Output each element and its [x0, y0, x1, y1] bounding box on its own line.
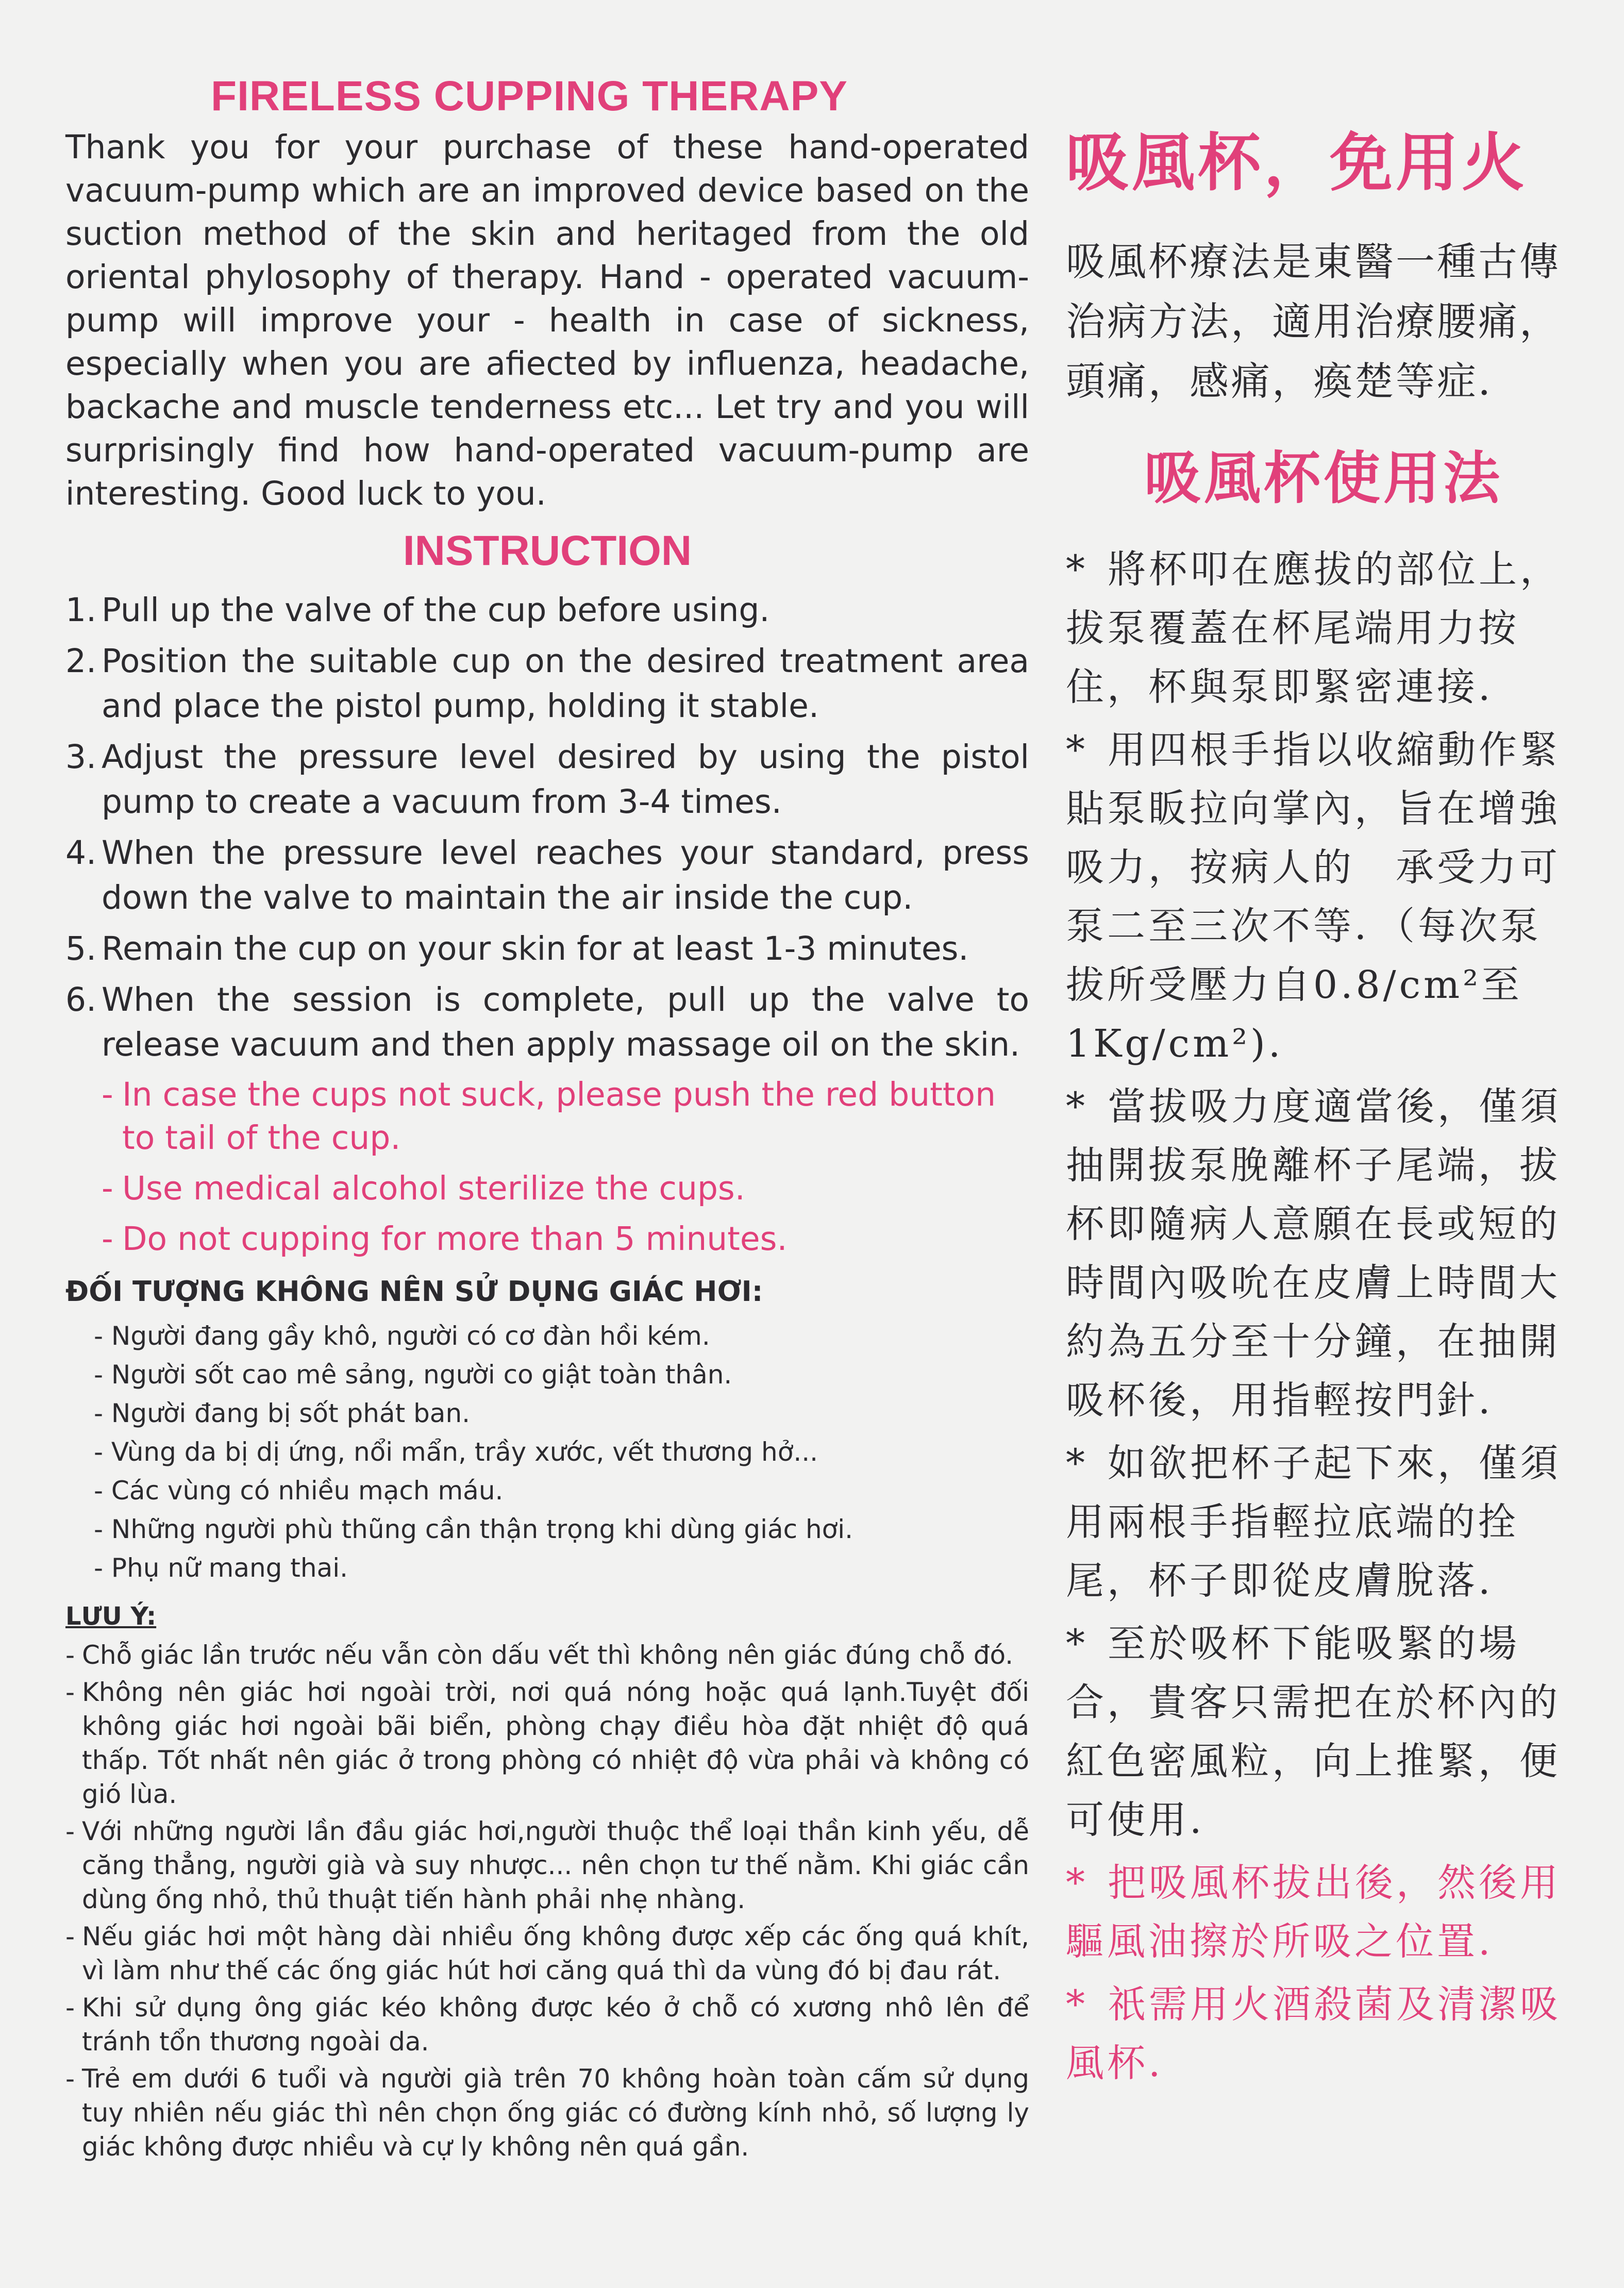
chinese-title: 吸風杯，免用火: [1066, 125, 1528, 199]
vietnamese-note: - Khi sử dụng ông giác kéo không được kéo ở chỗ có xương nhô lên để tránh tổn thương ngoài da.: [65, 1993, 1029, 2057]
english-vietnamese-column: [65, 72, 1029, 2167]
step-item: 1. Pull up the valve of the cup before using.: [65, 591, 770, 629]
vietnamese-note: - Trẻ em dưới 6 tuổi và người già trên 70 không hoàn toàn cấm sử dụng tuy nhiên nếu giác thì nên chọn ống giác có đường kính nhỏ, số lượng ly giác không được nhiều và cự ly không nên quá gần.: [65, 2064, 1029, 2162]
contraindication-item: - Vùng da bị dị ứng, nổi mẩn, trầy xước, vết thương hở...: [94, 1437, 818, 1467]
warning-note: - Use medical alcohol sterilize the cups.: [102, 1170, 745, 1207]
step-item: 5. Remain the cup on your skin for at least 1-3 minutes.: [65, 930, 969, 967]
chinese-usage-item: * 當拔吸力度適當後，僅須抽開拔泵脕離杯子尾端，拔杯即隨病人意願在長或短的時間內吸吮在皮膚上時間大約為五分至十分鐘，在抽開吸杯後，用指輕按門針.: [1066, 1084, 1561, 1423]
contraindication-item: - Phụ nữ mang thai.: [94, 1553, 348, 1583]
vietnamese-note: - Chỗ giác lần trước nếu vẫn còn dấu vết thì không nên giác đúng chỗ đó.: [65, 1640, 1014, 1670]
vietnamese-note: - Với những người lần đầu giác hơi,người thuộc thể loại thần kinh yếu, dễ căng thẳng, người già và suy nhược... nên chọn tư thế nằm. Khi giác cần dùng ống nhỏ, thủ thuật tiến hành phải nhẹ nhàng.: [65, 1816, 1029, 1914]
contraindication-item: - Người đang bị sốt phát ban.: [94, 1398, 471, 1428]
step-item: 4. When the pressure level reaches your standard, press down the valve to maintain the air inside the cup.: [65, 834, 1029, 916]
english-intro: Thank you for your purchase of these hand-operated vacuum-pump which are an improved device based on the suction method of the skin and heritaged from the old oriental phylosophy of therapy. Hand - operated vacuum-pump will improve your - health in case of sickness, especially when you are afiected by influenza, headache, backache and muscle tenderness etc... Let try and you will surprisingly find how hand-operated vacuum-pump are interesting. Good luck to you.: [65, 128, 1029, 512]
step-item: 6. When the session is complete, pull up the valve to release vacuum and then apply massage oil on the skin.: [65, 981, 1029, 1063]
note-heading: LƯU Ý:: [65, 1602, 157, 1631]
chinese-usage-item: * 將杯叩在應拔的部位上，拔泵覆蓋在杯尾端用力按住，杯與泵即緊密連接.: [1066, 547, 1561, 709]
chinese-usage-list: [1066, 540, 1581, 2093]
contraindication-item: - Người đang gầy khô, người có cơ đàn hồi kém.: [94, 1321, 710, 1351]
contraindication-item: - Người sốt cao mê sảng, người co giật toàn thân.: [94, 1360, 732, 1390]
vietnamese-heading: ĐỐI TƯỢNG KHÔNG NÊN SỬ DỤNG GIÁC HƠI:: [65, 1275, 763, 1308]
english-title: FIRELESS CUPPING THERAPY: [211, 73, 848, 120]
chinese-usage-item: * 至於吸杯下能吸緊的場合，貴客只需把在於杯內的紅色密風粒，向上推緊，便可使用.: [1066, 1622, 1561, 1842]
chinese-usage-item: * 用四根手指以收縮動作緊貼泵眅拉向掌內，旨在增強吸力，按病人的 承受力可泵二至三次不等．（每次泵拔所受壓力自0.8/cm²至1Kg/cm²).: [1066, 728, 1561, 1066]
chinese-usage-item: * 祇需用火酒殺菌及清潔吸風杯.: [1066, 1982, 1561, 2085]
contraindication-item: - Các vùng có nhiều mạch máu.: [94, 1476, 504, 1506]
instruction-title: INSTRUCTION: [403, 527, 692, 574]
contraindication-item: - Những người phù thũng cần thận trọng khi dùng giác hơi.: [94, 1514, 853, 1544]
chinese-usage-title: 吸風杯使用法: [1144, 445, 1503, 511]
step-item: 2. Position the suitable cup on the desired treatment area and place the pistol pump, holding it stable.: [65, 642, 1029, 725]
chinese-usage-item: * 把吸風杯拔出後，然後用驅風油擦於所吸之位置.: [1066, 1861, 1561, 1964]
instruction-steps: [65, 588, 1029, 1067]
chinese-intro: 吸風杯療法是東醫一種古傳治病方法，適用治療腰痛，頭痛，感痛，瘓楚等症．: [1066, 239, 1561, 404]
warning-note: - Do not cupping for more than 5 minutes.: [102, 1220, 788, 1258]
chinese-usage-item: * 如欲把杯子起下來，僅須用兩根手指輕拉底端的拴尾，杯子即從皮膚脫落.: [1066, 1441, 1561, 1603]
step-item: 3. Adjust the pressure level desired by using the pistol pump to create a vacuum from 3-4 times.: [65, 738, 1029, 821]
vietnamese-note: - Nếu giác hơi một hàng dài nhiều ống không được xếp các ống quá khít, vì làm như thế các ống giác hút hơi căng quá thì da vùng đó bị đau rát.: [65, 1922, 1029, 1985]
contraindication-list: [94, 1317, 1029, 1588]
vietnamese-note: - Không nên giác hơi ngoài trời, nơi quá nóng hoặc quá lạnh.Tuyệt đối không giác hơi ngoài bãi biển, phòng chạy điều hòa đặt nhiệt độ quá thấp. Tốt nhất nên giác ở trong phòng có nhiệt độ vừa phải và không có gió lùa.: [65, 1677, 1029, 1809]
warning-note: - In case the cups not suck, please push the red button to tail of the cup.: [102, 1076, 996, 1157]
warning-notes: [102, 1073, 1029, 1261]
chinese-column: [1066, 124, 1581, 2097]
vietnamese-notes: [65, 1638, 1029, 2164]
